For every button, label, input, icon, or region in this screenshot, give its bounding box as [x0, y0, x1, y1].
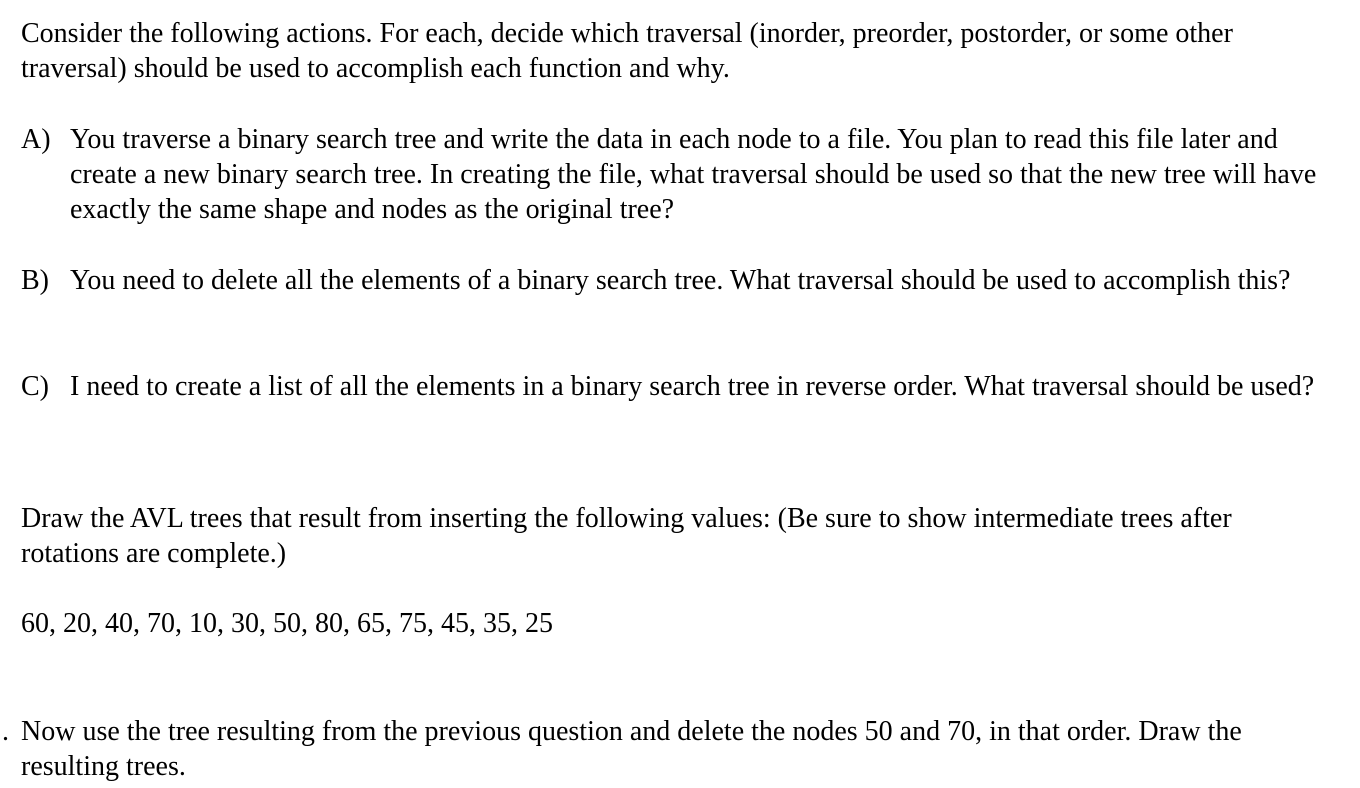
intro-paragraph: Consider the following actions. For each, decide which traversal (inorder, preorder, postorder, or some other traversal) should be used to accomplish each function and why.	[21, 18, 1233, 84]
delete-question-prefix: .	[2, 716, 9, 747]
question-c	[21, 369, 1320, 404]
avl-insert-values: 60, 20, 40, 70, 10, 30, 50, 80, 65, 75, 45, 35, 25	[21, 608, 553, 639]
question-b-text: You need to delete all the elements of a binary search tree. What traversal should be used to accomplish this?	[70, 265, 1291, 296]
question-c-text: I need to create a list of all the elements in a binary search tree in reverse order. What traversal should be used?	[70, 371, 1315, 402]
avl-instruction: Draw the AVL trees that result from inserting the following values: (Be sure to show intermediate trees after rotations are complete.)	[21, 503, 1232, 569]
question-a	[21, 122, 1320, 227]
question-a-text: You traverse a binary search tree and write the data in each node to a file. You plan to read this file later and create a new binary search tree. In creating the file, what traversal should be used so that the new tree will have exactly the same shape and nodes as the original tree?	[70, 124, 1317, 225]
question-b-label: B)	[21, 265, 49, 296]
question-a-label: A)	[21, 124, 51, 155]
delete-question-text: Now use the tree resulting from the previous question and delete the nodes 50 and 70, in that order. Draw the resulting trees.	[21, 716, 1242, 782]
question-b	[21, 263, 1320, 298]
delete-question	[2, 714, 1340, 784]
question-c-label: C)	[21, 371, 49, 402]
